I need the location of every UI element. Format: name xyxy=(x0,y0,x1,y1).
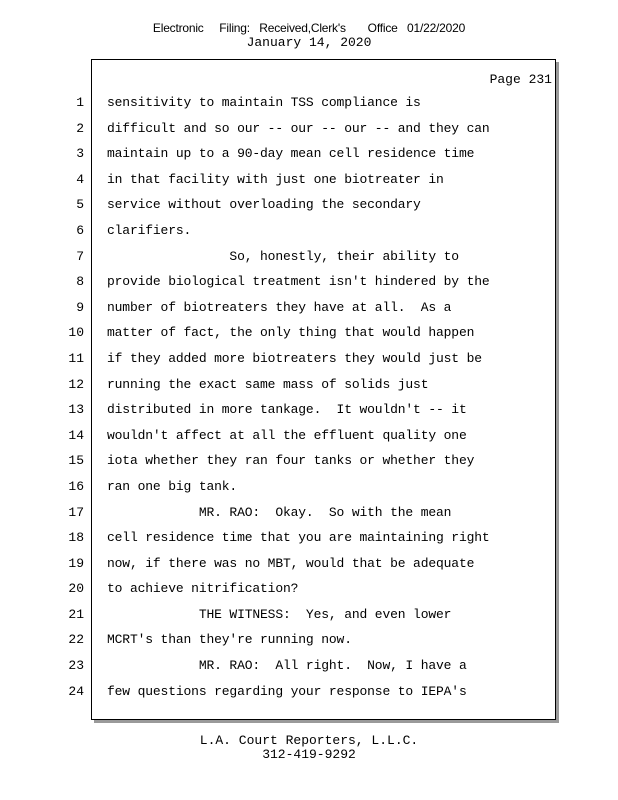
line-number: 24 xyxy=(68,683,84,699)
line-number: 23 xyxy=(68,658,84,674)
line-number: 2 xyxy=(76,120,84,136)
transcript-line: in that facility with just one biotreater in xyxy=(107,171,444,187)
line-number: 9 xyxy=(76,299,84,315)
transcript-line: running the exact same mass of solids just xyxy=(107,376,429,392)
line-number: 1 xyxy=(76,95,84,110)
electronic-filing-stamp: Electronic Filing: Received,Clerk's Office 01/22/2020 xyxy=(152,21,466,35)
transcript-line: difficult and so our -- our -- our -- and they can xyxy=(107,120,490,136)
transcript-line: So, honestly, their ability to xyxy=(107,248,459,264)
transcript-line: MCRT's than they're running now. xyxy=(107,632,352,648)
line-number: 17 xyxy=(68,504,84,520)
transcript-line: distributed in more tankage. It wouldn't -- it xyxy=(107,402,467,418)
court-reporter-phone: 312-419-9292 xyxy=(262,747,356,762)
transcript-text xyxy=(107,94,547,708)
line-number: 20 xyxy=(68,581,84,597)
line-number: 5 xyxy=(76,197,84,213)
transcript-line: sensitivity to maintain TSS compliance is xyxy=(107,95,421,110)
transcript-line: to achieve nitrification? xyxy=(107,581,299,597)
transcript-line: iota whether they ran four tanks or whether they xyxy=(107,453,475,469)
line-number: 16 xyxy=(68,478,84,494)
transcript-line: service without overloading the secondary xyxy=(107,197,421,213)
line-number: 6 xyxy=(76,222,84,238)
line-number-column xyxy=(54,94,84,708)
transcript-line: now, if there was no MBT, would that be adequate xyxy=(107,555,475,571)
line-number: 18 xyxy=(68,530,84,546)
transcript-line: wouldn't affect at all the effluent quality one xyxy=(107,427,467,443)
transcript-line: MR. RAO: All right. Now, I have a xyxy=(107,658,467,674)
line-number: 21 xyxy=(68,606,84,622)
transcript-line: provide biological treatment isn't hindered by the xyxy=(107,274,490,290)
transcript-line: THE WITNESS: Yes, and even lower xyxy=(107,606,452,622)
line-number: 12 xyxy=(68,376,84,392)
line-number: 4 xyxy=(76,171,84,187)
transcript-line: maintain up to a 90-day mean cell residence time xyxy=(107,146,475,162)
court-reporter-name: L.A. Court Reporters, L.L.C. xyxy=(199,733,419,748)
line-number: 11 xyxy=(68,350,84,366)
line-number: 10 xyxy=(68,325,84,341)
transcript-date: January 14, 2020 xyxy=(246,35,372,50)
line-number: 8 xyxy=(76,274,84,290)
line-number: 13 xyxy=(68,402,84,418)
line-number: 3 xyxy=(76,146,84,162)
transcript-line: if they added more biotreaters they would just be xyxy=(107,350,482,366)
line-number: 7 xyxy=(76,248,84,264)
page-number: Page 231 xyxy=(489,72,552,87)
line-number: 15 xyxy=(68,453,84,469)
line-number: 19 xyxy=(68,555,84,571)
line-number: 22 xyxy=(68,632,84,648)
transcript-line: matter of fact, the only thing that would happen xyxy=(107,325,475,341)
transcript-line: MR. RAO: Okay. So with the mean xyxy=(107,504,452,520)
transcript-line: ran one big tank. xyxy=(107,478,238,494)
transcript-line: few questions regarding your response to IEPA's xyxy=(107,683,467,699)
transcript-line: cell residence time that you are maintaining right xyxy=(107,530,490,546)
transcript-line: clarifiers. xyxy=(107,222,192,238)
transcript-line: number of biotreaters they have at all. As a xyxy=(107,299,452,315)
line-number: 14 xyxy=(68,427,84,443)
